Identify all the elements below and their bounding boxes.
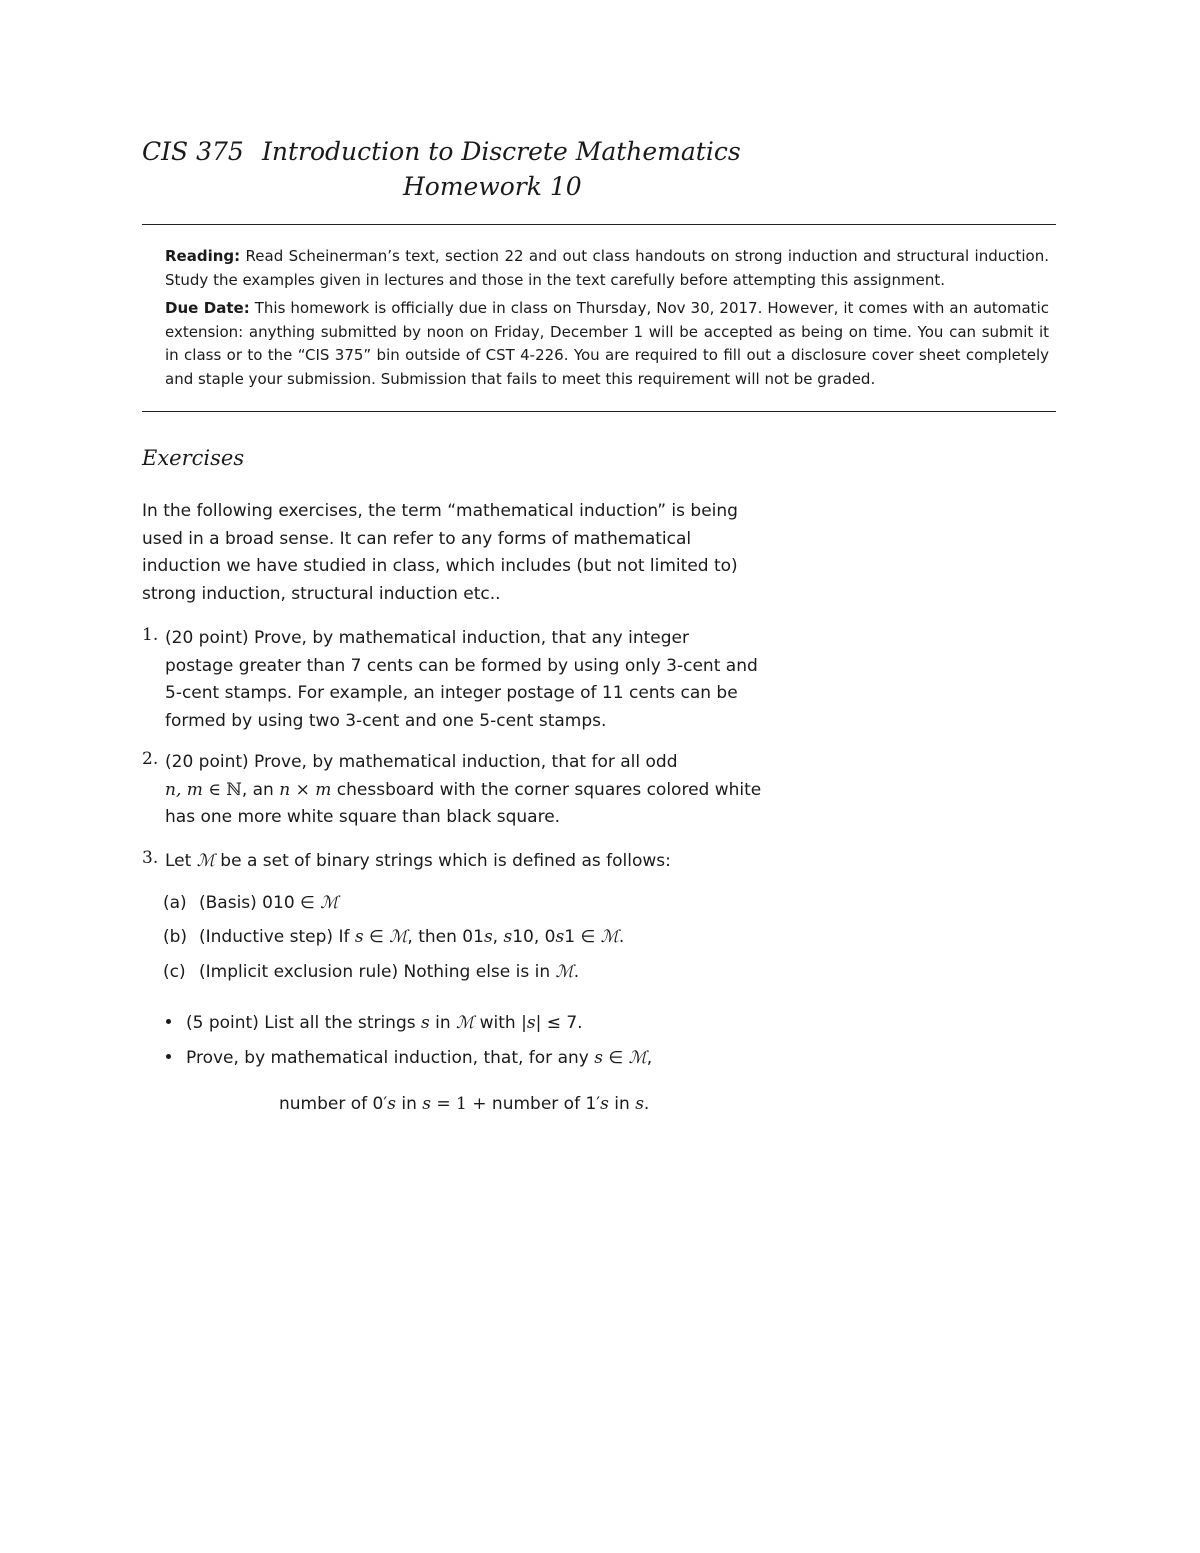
exercises-heading: Exercises <box>142 446 245 470</box>
bottom-divider <box>142 411 1056 412</box>
display-equation <box>279 1094 649 1114</box>
set-symbol: ℳ <box>389 927 408 947</box>
exercise-text-part: be a set of binary strings which is defined as follows: <box>214 851 671 871</box>
exercise-text: (20 point) Prove, by mathematical induction, that any integer postage greater than 7 cents can be formed by using only 3-cent and 5-cent stamps. For example, an integer postage of 11 cents can be formed by using two 3-cent and one 5-cent stamps. <box>165 628 758 731</box>
math-s: s <box>354 927 364 947</box>
course-title: Introduction to Discrete Mathematics <box>262 137 741 166</box>
exercise-number: 2. <box>142 749 159 769</box>
equation-part: in <box>608 1094 636 1114</box>
exercise-text <box>165 749 762 832</box>
math-n: n <box>279 779 291 800</box>
exercise-3 <box>142 848 762 876</box>
math-m: m <box>315 779 332 800</box>
exercise-number: 3. <box>142 848 159 868</box>
item-label: (c) <box>163 962 186 982</box>
reading-text: Read Scheinerman’s text, section 22 and out class handouts on strong induction and structural induction. Study the examples given in lectures and those in the text carefully before attempting this assignment. <box>165 247 1049 289</box>
definition-basis <box>163 893 338 913</box>
item-text: (Basis) 010 ∈ <box>199 893 321 913</box>
exercise-text-part: Let <box>165 851 197 871</box>
bullet-icon <box>166 1054 171 1059</box>
homework-title: Homework 10 <box>403 172 582 201</box>
item-label: (a) <box>163 893 187 913</box>
top-divider <box>142 224 1056 225</box>
equation-part: = 1 + <box>431 1094 492 1114</box>
bullet-prove-count: Prove, by mathematical induction, that, for any s ∈ ℳ, <box>166 1048 652 1068</box>
equation-part: in <box>395 1094 423 1114</box>
math-variables: n, m <box>165 779 203 800</box>
bullet-text: (5 point) List all the strings <box>186 1013 421 1033</box>
equation-part: number of 0′ <box>279 1094 388 1114</box>
exercise-text-part: , an <box>241 779 280 800</box>
item-text: , <box>492 927 504 947</box>
equation-part: . <box>643 1094 650 1114</box>
intro-paragraph: In the following exercises, the term “mathematical induction” is being used in a broad sense. It can refer to any forms of mathematical induction we have studied in class, which includes (but not limited to) strong induction, structural induction etc.. <box>142 501 738 604</box>
exercise-2 <box>142 749 762 832</box>
due-date-text: This homework is officially due in class on Thursday, Nov 30, 2017. However, it comes with an automatic extension: anything submitted by noon on Friday, December 1 will be accepted as being on time. You can submit it in class or to the “CIS 375” bin outside of CST 4-226. You are required to fill out a disclosure cover sheet completely and staple your submission. Submission that fails to meet this requirement will not be graded. <box>165 299 1049 388</box>
item-label: (b) <box>163 927 188 947</box>
exercise-text-part: (20 point) Prove, by mathematical induction, that for all odd <box>165 752 678 772</box>
math-s: s <box>555 927 565 947</box>
equation-part: number of 1′ <box>491 1094 601 1114</box>
math-naturals: ∈ ℕ <box>202 779 242 800</box>
math-s: s <box>503 927 513 947</box>
item-text: (Inductive step) If <box>199 927 355 947</box>
set-symbol: ℳ <box>196 851 215 871</box>
exercise-text-part: chessboard with the corner squares colored white has one more white square than black square. <box>165 779 762 827</box>
set-symbol: ℳ <box>555 962 574 982</box>
bullet-text: | ≤ 7. <box>535 1013 583 1033</box>
math-s: s <box>421 1013 430 1033</box>
exercise-1 <box>142 625 762 735</box>
math-s: s <box>594 1048 603 1068</box>
bullet-list-strings <box>166 1013 583 1033</box>
bullet-icon <box>166 1019 171 1024</box>
due-date-label: Due Date: <box>165 299 250 317</box>
bullet-text: in <box>429 1013 457 1033</box>
reading-label: Reading: <box>165 247 241 265</box>
definition-exclusion-rule: (c) (Implicit exclusion rule) Nothing else is in ℳ. <box>163 962 580 982</box>
math-s: s <box>526 1013 536 1033</box>
set-symbol: ℳ <box>456 1013 475 1033</box>
bullet-text: with | <box>474 1013 527 1033</box>
set-symbol: ℳ <box>600 927 619 947</box>
math-s: s <box>483 927 493 947</box>
set-symbol: ℳ <box>628 1048 647 1068</box>
item-text: , then 01 <box>407 927 484 947</box>
item-text: 10, 0 <box>512 927 556 947</box>
exercise-text <box>165 848 762 876</box>
math-s: s <box>600 1094 609 1114</box>
set-symbol: ℳ <box>320 893 339 913</box>
reading-paragraph <box>165 245 1049 292</box>
item-text: (Implicit exclusion rule) Nothing else is in <box>199 962 556 982</box>
bullet-text: ∈ <box>602 1048 629 1068</box>
math-s: s <box>387 1094 396 1114</box>
item-text: ∈ <box>363 927 390 947</box>
math-s: s <box>635 1094 644 1114</box>
math-times: × <box>290 779 316 800</box>
definition-inductive-step: (b) (Inductive step) If s ∈ ℳ, then 01s, s10, 0s1 ∈ ℳ. <box>163 927 625 947</box>
course-code: CIS 375 <box>142 137 244 166</box>
math-s: s <box>422 1094 431 1114</box>
item-text: 1 ∈ <box>564 927 601 947</box>
due-date-paragraph <box>165 297 1049 391</box>
exercise-number: 1. <box>142 625 159 645</box>
bullet-text: Prove, by mathematical induction, that, for any <box>186 1048 595 1068</box>
